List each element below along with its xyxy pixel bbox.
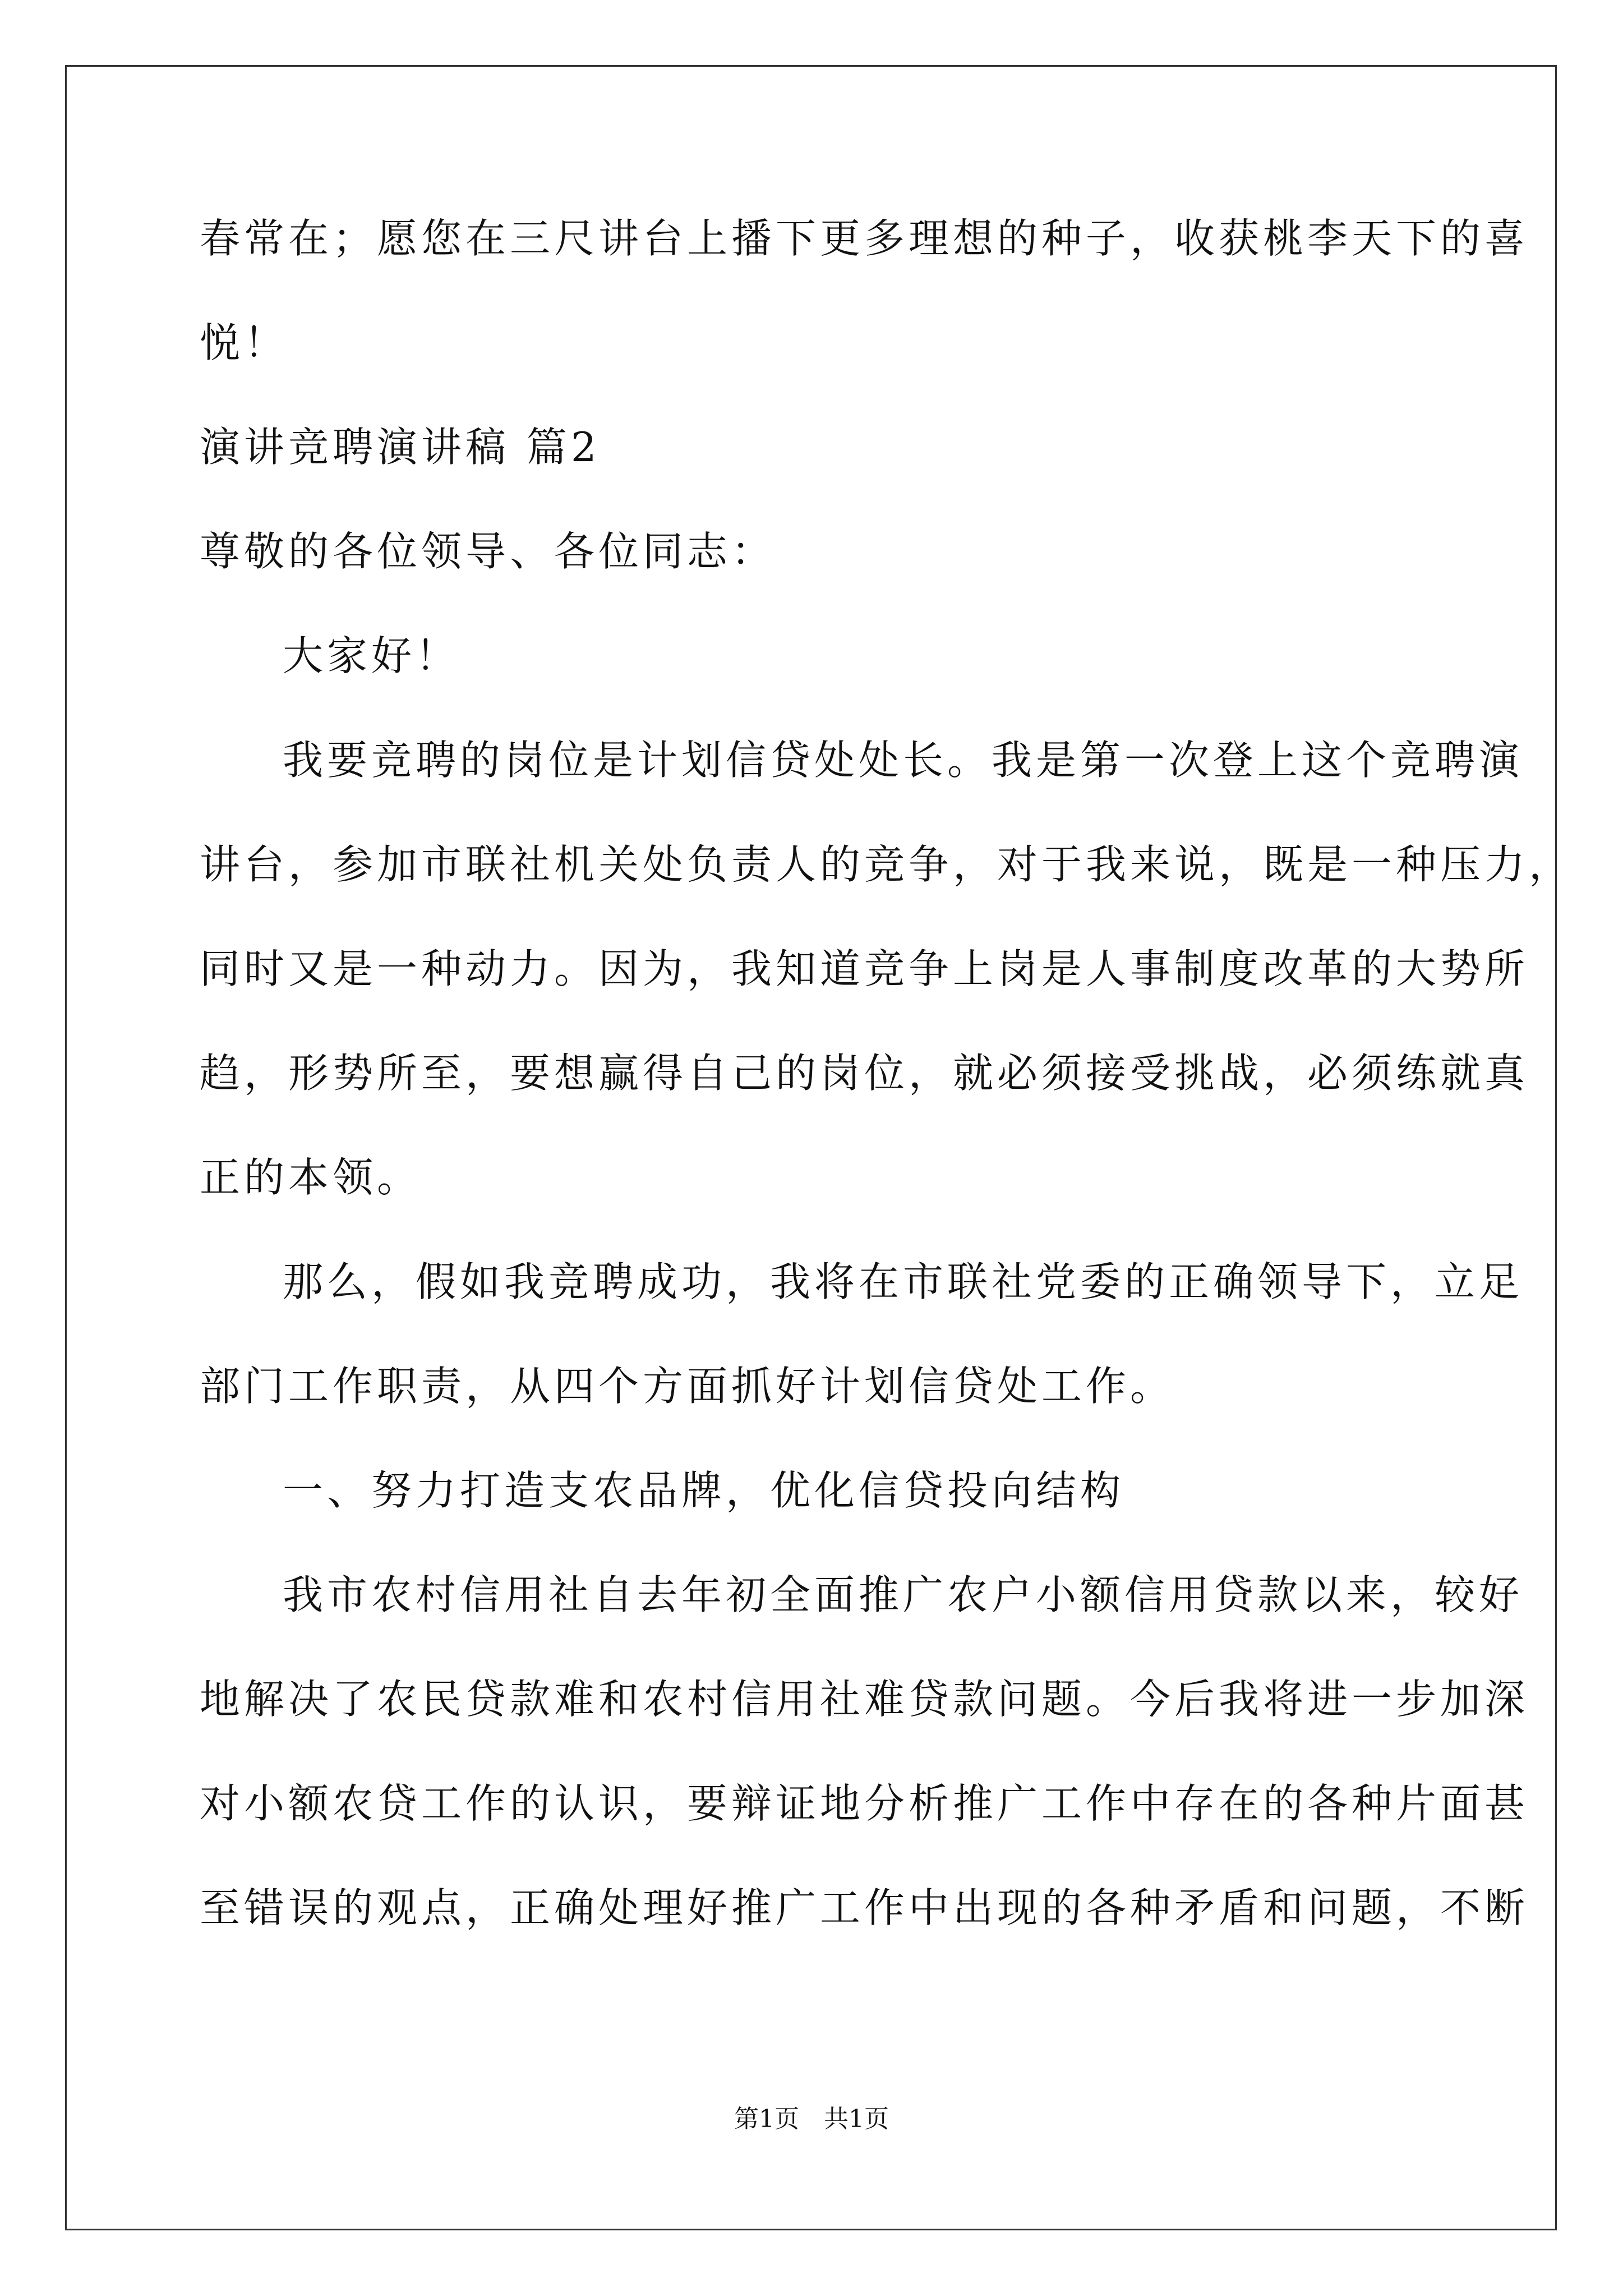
text-line: 春常在；愿您在三尺讲台上播下更多理想的种子，收获桃李天下的喜 [200,215,1529,262]
text-line: 部门工作职责，从四个方面抓好计划信贷处工作。 [200,1363,1175,1410]
text-line: 讲台，参加市联社机关处负责人的竞争，对于我来说，既是一种压力， [200,841,1574,888]
text-line: 那么，假如我竞聘成功，我将在市联社党委的正确领导下，立足 [283,1258,1524,1305]
text-line: 正的本领。 [200,1154,422,1201]
greeting: 大家好！ [283,632,460,679]
page-footer: 第1页 共1页 [734,2105,889,2133]
text-line: 同时又是一种动力。因为，我知道竞争上岗是人事制度改革的大势所 [200,945,1529,992]
text-line: 地解决了农民贷款难和农村信用社难贷款问题。今后我将进一步加深 [200,1676,1529,1723]
text-line: 至错误的观点，正确处理好推广工作中出现的各种矛盾和问题，不断 [200,1884,1529,1931]
section-heading: 演讲竞聘演讲稿 篇2 [200,424,601,471]
subsection-heading: 一、努力打造支农品牌，优化信贷投向结构 [283,1467,1125,1514]
salutation: 尊敬的各位领导、各位同志： [200,528,776,575]
text-line: 趋，形势所至，要想赢得自己的岗位，就必须接受挑战，必须练就真 [200,1050,1529,1097]
text-line: 我市农村信用社自去年初全面推广农户小额信用贷款以来，较好 [283,1571,1524,1618]
text-line: 悦！ [200,319,289,366]
text-line: 我要竞聘的岗位是计划信贷处处长。我是第一次登上这个竞聘演 [283,737,1524,784]
text-line: 对小额农贷工作的认识，要辩证地分析推广工作中存在的各种片面甚 [200,1780,1529,1827]
